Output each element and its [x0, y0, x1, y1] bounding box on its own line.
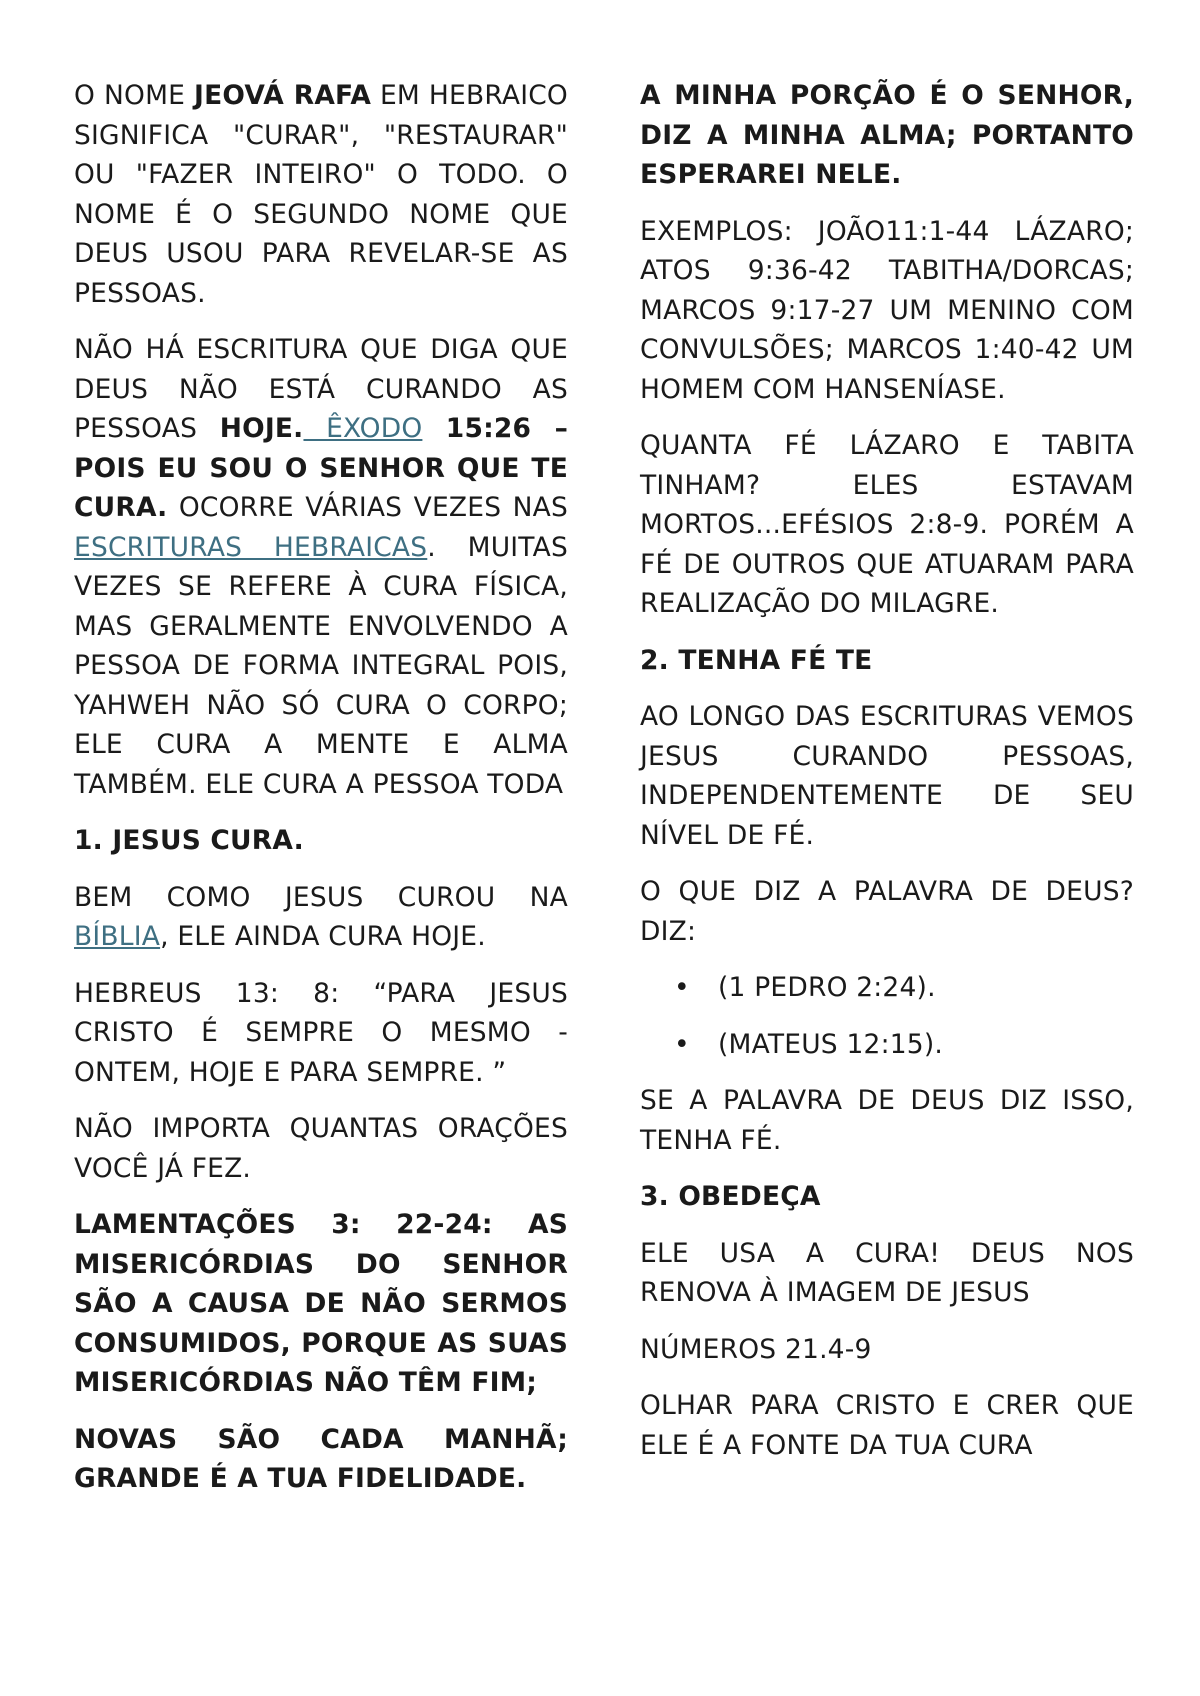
numeros-paragraph: NÚMEROS 21.4-9 [640, 1333, 872, 1365]
porcao-paragraph: A MINHA PORÇÃO É O SENHOR, DIZ A MINHA ALMA; PORTANTO ESPERAREI NELE. [640, 80, 1134, 190]
healing-text-3: . MUITAS VEZES SE REFERE À CURA FÍSICA, MAS GERALMENTE ENVOLVENDO A PESSOA DE FORMA INTEGRAL POIS, YAHWEH NÃO SÓ CURA O CORPO; ELE CURA A MENTE E ALMA TAMBÉM. ELE CURA A PESSOA TODA [74, 531, 568, 800]
left-column [74, 76, 568, 1516]
verse-reference-item: • (1 PEDRO 2:24). [718, 968, 1134, 1008]
intro-paragraph [74, 76, 568, 313]
intro-text-rest: EM HEBRAICO SIGNIFICA "CURAR", "RESTAURAR" OU "FAZER INTEIRO" O TODO. O NOME É O SEGUNDO NOME QUE DEUS USOU PARA REVELAR-SE AS PESSOAS. [74, 80, 568, 309]
intro-text-start: O NOME [74, 80, 195, 111]
palavra-deus-paragraph: O QUE DIZ A PALAVRA DE DEUS? DIZ: [640, 876, 1134, 947]
healing-text-1: NÃO HÁ ESCRITURA QUE DIGA QUE DEUS NÃO ESTÁ CURANDO AS PESSOAS [74, 334, 568, 444]
biblia-text-2: , ELE AINDA CURA HOJE. [160, 921, 486, 952]
olhar-cristo-paragraph: OLHAR PARA CRISTO E CRER QUE ELE É A FONTE DA TUA CURA [640, 1390, 1134, 1461]
healing-text-2: OCORRE VÁRIAS VEZES NAS [167, 492, 568, 523]
renova-paragraph: ELE USA A CURA! DEUS NOS RENOVA À IMAGEM DE JESUS [640, 1237, 1134, 1308]
right-column [640, 76, 1134, 1482]
heading-jesus-cura: 1. JESUS CURA. [74, 825, 304, 856]
heading-tenha-fe: 2. TENHA FÉ TE [640, 644, 873, 676]
healing-paragraph [74, 330, 568, 804]
biblia-text-1: BEM COMO JESUS CUROU NA [74, 881, 568, 913]
fidelidade-paragraph: NOVAS SÃO CADA MANHÃ; GRANDE É A TUA FIDELIDADE. [74, 1423, 568, 1494]
escrituras-hebraicas-link[interactable]: ESCRITURAS HEBRAICAS [74, 531, 428, 563]
ao-longo-paragraph: AO LONGO DAS ESCRITURAS VEMOS JESUS CURANDO PESSOAS, INDEPENDENTEMENTE DE SEU NÍVEL DE FÉ. [640, 701, 1134, 851]
oracoes-paragraph: NÃO IMPORTA QUANTAS ORAÇÕES VOCÊ JÁ FEZ. [74, 1113, 568, 1184]
biblia-link[interactable]: BÍBLIA [74, 921, 161, 952]
heading-obedeca: 3. OBEDEÇA [640, 1181, 821, 1212]
quanta-fe-paragraph: QUANTA FÉ LÁZARO E TABITA TINHAM? ELES ESTAVAM MORTOS...EFÉSIOS 2:8-9. PORÉM A FÉ DE OUTROS QUE ATUARAM PARA REALIZAÇÃO DO MILAGRE. [640, 430, 1134, 619]
biblia-paragraph [74, 878, 568, 957]
verse-reference-list [640, 968, 1134, 1064]
lamentacoes-paragraph: LAMENTAÇÕES 3: 22-24: AS MISERICÓRDIAS DO SENHOR SÃO A CAUSA DE NÃO SERMOS CONSUMIDOS, PORQUE AS SUAS MISERICÓRDIAS NÃO TÊM FIM; [74, 1209, 568, 1398]
exodo-link[interactable]: ÊXODO [303, 413, 423, 444]
tenha-fe-paragraph: SE A PALAVRA DE DEUS DIZ ISSO, TENHA FÉ. [640, 1085, 1134, 1156]
exodo-verse-bold: 15:26 – POIS EU SOU O SENHOR QUE TE CURA. [74, 413, 569, 523]
intro-name-bold: JEOVÁ RAFA [194, 80, 372, 111]
healing-today-bold: HOJE. [219, 413, 304, 444]
hebreus-paragraph: HEBREUS 13: 8: “PARA JESUS CRISTO É SEMPRE O MESMO - ONTEM, HOJE E PARA SEMPRE. ” [74, 977, 568, 1088]
exemplos-paragraph: EXEMPLOS: JOÃO11:1-44 LÁZARO; ATOS 9:36-42 TABITHA/DORCAS; MARCOS 9:17-27 UM MENINO COM CONVULSÕES; MARCOS 1:40-42 UM HOMEM COM HANSENÍASE. [640, 215, 1134, 405]
verse-reference-item: • (MATEUS 12:15). [718, 1025, 1134, 1065]
